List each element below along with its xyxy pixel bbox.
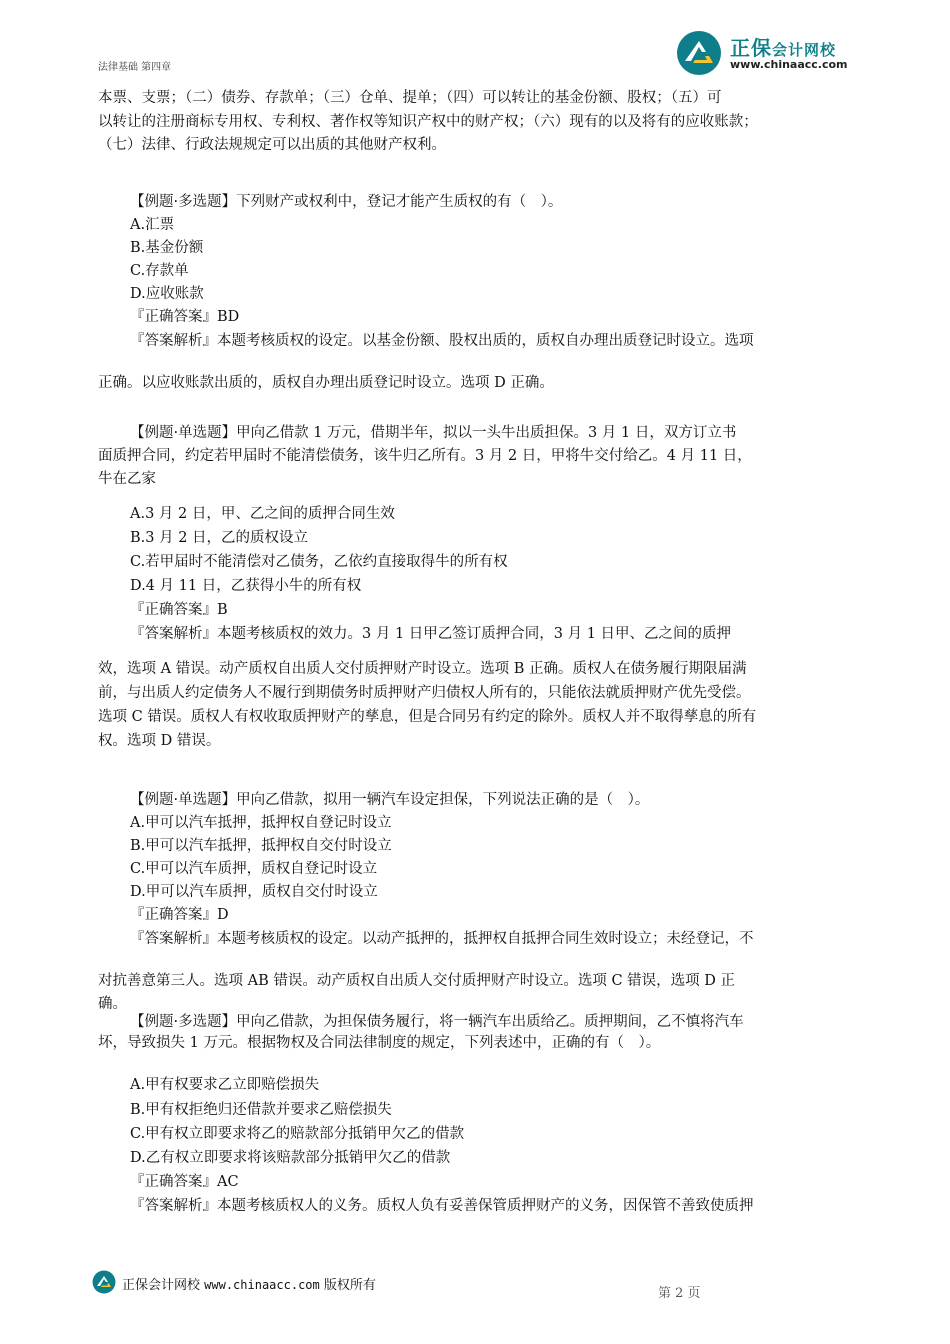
option: B.3 月 2 日，乙的质权设立 [130, 530, 309, 546]
footer-text [122, 1274, 376, 1293]
brand-logo[interactable] [676, 28, 876, 76]
answer-analysis: 确。 [98, 996, 127, 1012]
question-text-clipped: 坏，导致损失 1 万元。根据物权及合同法律制度的规定，下列表述中，正确的有（ ）。 [98, 1035, 661, 1051]
correct-answer: 『正确答案』B [130, 602, 228, 618]
correct-answer: 『正确答案』BD [130, 309, 240, 325]
logo-url: www.chinaacc.com [730, 58, 848, 71]
option: D.应收账款 [130, 286, 204, 302]
body-line: （七）法律、行政法规规定可以出质的其他财产权利。 [98, 137, 446, 153]
option: A.甲可以汽车抵押，抵押权自登记时设立 [130, 815, 392, 831]
body-line: 以转让的注册商标专用权、专利权、著作权等知识产权中的财产权；（六）现有的以及将有的应收账款； [98, 114, 758, 130]
footer-brand: 正保会计网校 [122, 1278, 201, 1293]
answer-analysis: 正确。以应收账款出质的，质权自办理出质登记时设立。选项 D 正确。 [98, 375, 554, 391]
option: A.甲有权要求乙立即赔偿损失 [130, 1077, 320, 1093]
question-text: 面质押合同，约定若甲届时不能清偿债务，该牛归乙所有。3 月 2 日，甲将牛交付给乙。4 月 11 日， [98, 448, 752, 464]
option: B.甲可以汽车抵押，抵押权自交付时设立 [130, 838, 392, 854]
footer-logo-icon [92, 1270, 116, 1294]
answer-analysis: 对抗善意第三人。选项 AB 错误。动产质权自出质人交付质押财产时设立。选项 C 错误，选项 D 正 [98, 973, 735, 989]
question-title: 【例题·单选题】甲向乙借款，拟用一辆汽车设定担保，下列说法正确的是（ ）。 [130, 792, 650, 808]
answer-analysis: 前，与出质人约定债务人不履行到期债务时质押财产归债权人所有的，只能依法就质押财产优先受偿。 [98, 685, 751, 701]
option: C.甲可以汽车质押，质权自登记时设立 [130, 861, 378, 877]
option: A.3 月 2 日，甲、乙之间的质押合同生效 [130, 506, 395, 522]
option: D.乙有权立即要求将该赔款部分抵销甲欠乙的借款 [130, 1150, 451, 1166]
header-left-text: 法律基础 第四章 [98, 62, 172, 73]
option: C.若甲届时不能清偿对乙债务，乙依约直接取得牛的所有权 [130, 554, 508, 570]
option: D.4 月 11 日，乙获得小牛的所有权 [130, 578, 362, 594]
answer-analysis: 『答案解析』本题考核质权的效力。3 月 1 日甲乙签订质押合同，3 月 1 日甲、乙之间的质押 [130, 626, 732, 642]
correct-answer: 『正确答案』D [130, 907, 229, 923]
option: B.甲有权拒绝归还借款并要求乙赔偿损失 [130, 1102, 392, 1118]
question-text: 牛在乙家 [98, 471, 156, 487]
question-title: 【例题·多选题】下列财产或权利中，登记才能产生质权的有（ ）。 [130, 194, 563, 210]
option: A.汇票 [130, 217, 175, 233]
answer-analysis: 『答案解析』本题考核质权的设定。以基金份额、股权出质的，质权自办理出质登记时设立。选项 [130, 333, 754, 349]
question-title-clipped: 【例题·多选题】甲向乙借款，为担保债务履行，将一辆汽车出质给乙。质押期间，乙不慎将汽车 [130, 1014, 744, 1030]
correct-answer: 『正确答案』AC [130, 1174, 239, 1190]
footer-url[interactable]: www.chinaacc.com [204, 1278, 320, 1292]
answer-analysis: 效，选项 A 错误。动产质权自出质人交付质押财产时设立。选项 B 正确。质权人在债务履行期限届满 [98, 661, 747, 677]
option: D.甲可以汽车质押，质权自交付时设立 [130, 884, 378, 900]
answer-analysis: 权。选项 D 错误。 [98, 733, 221, 749]
answer-analysis: 『答案解析』本题考核质权人的义务。质权人负有妥善保管质押财产的义务，因保管不善致使质押 [130, 1198, 754, 1214]
answer-analysis: 『答案解析』本题考核质权的设定。以动产抵押的，抵押权自抵押合同生效时设立；未经登记，不 [130, 931, 754, 947]
body-line: 本票、支票；（二）债券、存款单；（三）仓单、提单；（四）可以转让的基金份额、股权；（五）可 [98, 90, 722, 106]
option: C.甲有权立即要求将乙的赔款部分抵销甲欠乙的借款 [130, 1126, 465, 1142]
question-title: 【例题·单选题】甲向乙借款 1 万元，借期半年，拟以一头牛出质担保。3 月 1 日，双方订立书 [130, 425, 737, 441]
page-number: 第 2 页 [658, 1286, 701, 1301]
footer-rights: 版权所有 [323, 1278, 376, 1293]
logo-badge-icon [676, 30, 722, 76]
option: C.存款单 [130, 263, 189, 279]
option: B.基金份额 [130, 240, 204, 256]
answer-analysis: 选项 C 错误。质权人有权收取质押财产的孳息，但是合同另有约定的除外。质权人并不取得孳息的所有 [98, 709, 757, 725]
logo-title: 正保会计网校 [730, 36, 837, 60]
